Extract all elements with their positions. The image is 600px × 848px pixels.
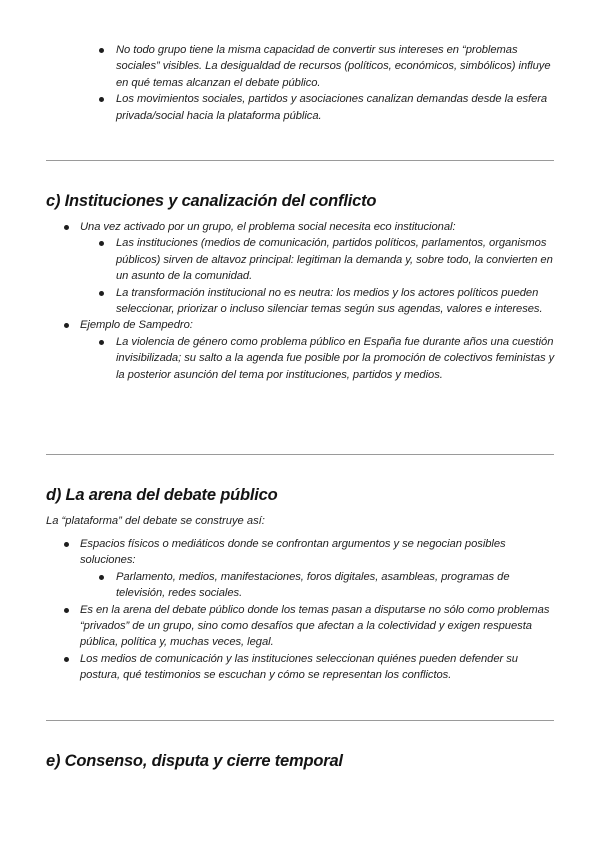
list-item: Ejemplo de Sampedro: <box>0 317 600 333</box>
list-item: Es en la arena del debate público donde los temas pasan a disputarse no sólo como problemas “privados” de un grupo, sino como desafíos que afectan a la colectividad y exigen respuesta pública, política y, muchas veces, legal. <box>0 602 600 651</box>
section-divider <box>46 454 554 455</box>
list-item: La transformación institucional no es neutra: los medios y los actores políticos pueden seleccionar, priorizar o incluso silenciar temas según sus agendas, valores e intereses. <box>0 285 600 318</box>
bullet-icon <box>99 291 104 296</box>
list-item: La violencia de género como problema público en España fue durante años una cuestión invisibilizada; su salto a la agenda fue posible por la promoción de colectivos feministas y la posterior asunción del tema por instituciones, partidos y medios. <box>0 334 600 383</box>
bullet-icon <box>64 608 69 613</box>
section-d-intro: La “plataforma” del debate se construye así: <box>46 515 265 527</box>
bullet-icon <box>64 323 69 328</box>
section-divider <box>46 720 554 721</box>
list-item: No todo grupo tiene la misma capacidad de convertir sus intereses en “problemas sociales” visibles. La desigualdad de recursos (políticos, económicos, simbólicos) influye en qué temas alcanzan el debate público. <box>0 42 600 91</box>
bullet-icon <box>99 48 104 53</box>
list-item: Los medios de comunicación y las instituciones seleccionan quiénes pueden defender su postura, qué testimonios se escuchan y cómo se representan los conflictos. <box>0 651 600 684</box>
list-item: Las instituciones (medios de comunicación, partidos políticos, parlamentos, organismos públicos) sirven de altavoz principal: legitiman la demanda y, sobre todo, la convierten en un asunto de la comunidad. <box>0 235 600 284</box>
section-d-heading: d) La arena del debate público <box>46 486 278 504</box>
section-divider <box>46 160 554 161</box>
bullet-icon <box>99 575 104 580</box>
list-item: Parlamento, medios, manifestaciones, foros digitales, asambleas, programas de televisión, redes sociales. <box>0 569 600 602</box>
bullet-icon <box>64 657 69 662</box>
section-e-heading: e) Consenso, disputa y cierre temporal <box>46 752 343 770</box>
top-bullet-list <box>0 42 600 124</box>
list-item: Los movimientos sociales, partidos y asociaciones canalizan demandas desde la esfera privada/social hacia la plataforma pública. <box>0 91 600 124</box>
list-item: Espacios físicos o mediáticos donde se confrontan argumentos y se negocian posibles soluciones: <box>0 536 600 569</box>
section-c-list <box>0 219 600 383</box>
section-d-list <box>0 536 600 684</box>
bullet-icon <box>99 340 104 345</box>
list-item: Una vez activado por un grupo, el problema social necesita eco institucional: <box>0 219 600 235</box>
bullet-icon <box>64 542 69 547</box>
bullet-icon <box>99 241 104 246</box>
bullet-icon <box>99 97 104 102</box>
bullet-icon <box>64 225 69 230</box>
section-c-heading: c) Instituciones y canalización del conflicto <box>46 192 377 210</box>
